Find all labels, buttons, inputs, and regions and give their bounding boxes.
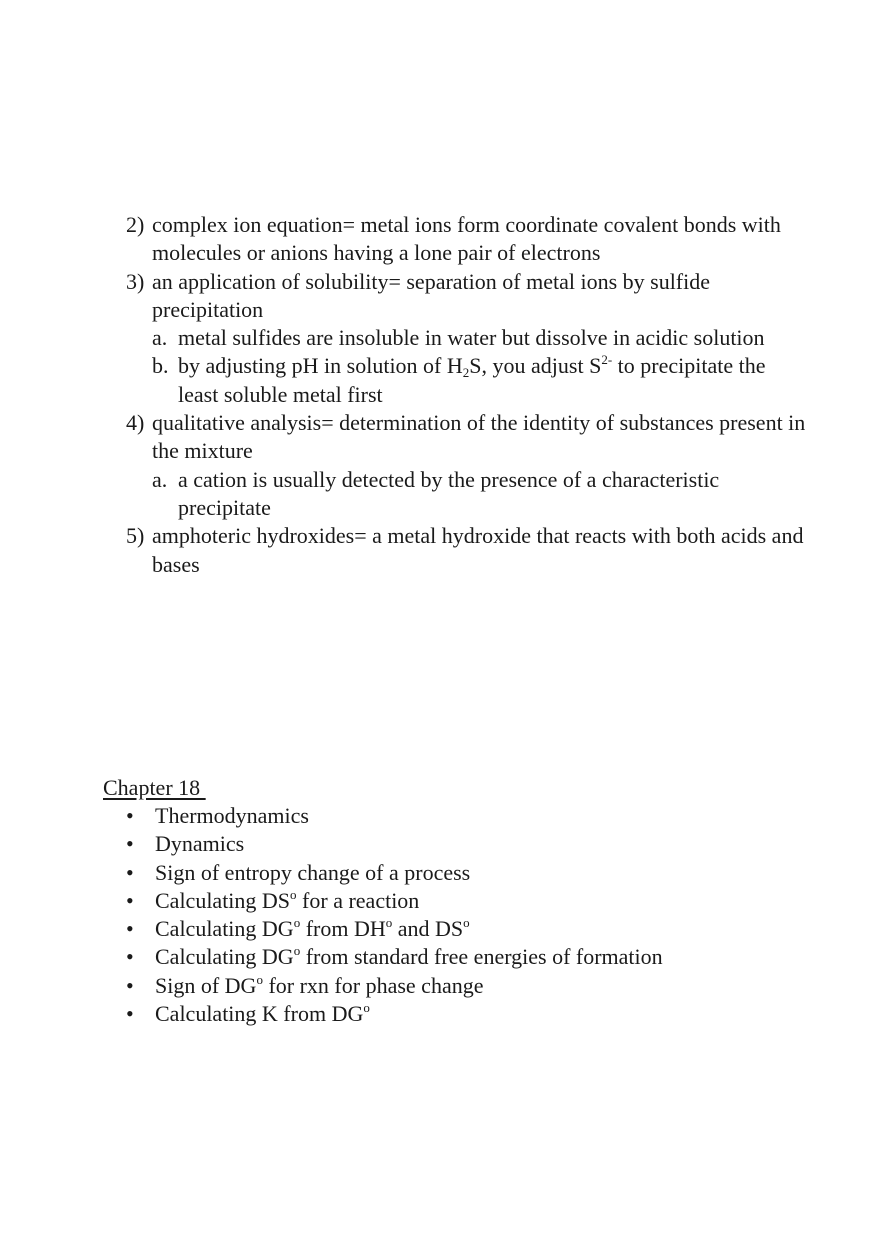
bullet-marker: • [126,944,134,970]
list-item [126,522,806,579]
sub-list-item [126,352,806,409]
superscript: o [385,915,393,931]
topic-text: Dynamics [155,831,245,857]
sub-list-item-text: by adjusting pH in solution of $H_2S$, you adjust $S^{2-}$ to precipitate the least soluble metal first [178,352,766,407]
superscript: o [293,943,301,959]
topic-item [126,1000,806,1028]
sub-list-marker: a. [152,325,168,351]
list-marker: 4) [126,410,145,436]
bullet-marker: • [126,1001,134,1027]
topic-text: Calculating $DS^o$ for a reaction [155,886,420,913]
list-item [126,268,806,325]
superscript: o [290,886,297,902]
list-item-text: qualitative analysis= determination of the identity of substances present in the mixture [152,410,806,464]
bullet-marker: • [126,887,134,913]
bullet-marker: • [126,803,134,828]
topic-text: Calculating K from $DG^o$ [155,1000,370,1027]
chapter-heading: Chapter 18 [103,775,206,800]
list-item-text: an application of solubility= separation of metal ions by sulfide precipitation [152,268,711,322]
topic-item [126,830,806,858]
list-item-text: amphoteric hydroxides= a metal hydroxide that reacts with both acids and bases [152,523,804,577]
topic-text: Calculating $DG^o$ from standard free energies of formation [155,943,663,970]
bullet-marker: • [126,859,134,885]
list-marker: 3) [126,268,145,294]
superscript: o [363,1000,370,1016]
superscript: 2- [601,352,613,368]
topic-bullet-list [126,802,806,1028]
topic-item [126,859,806,887]
sub-list [126,466,806,523]
bullet-marker: • [126,972,134,998]
list-item-text: complex ion equation= metal ions form coordinate covalent bonds with molecules or anions having a lone pair of electrons [152,212,781,266]
list-marker: 2) [126,212,145,237]
sub-list-item-text: a cation is usually detected by the presence of a characteristic precipitate [178,466,720,520]
bullet-marker: • [126,831,134,857]
topic-text: Calculating $DG^o$ from $DH^o$ and $DS^o$ [155,915,470,942]
superscript: o [256,971,263,987]
topic-text: Thermodynamics [155,803,309,828]
superscript: o [463,915,470,931]
topic-item [126,972,806,1000]
topic-text: Sign of entropy change of a process [155,859,471,885]
topic-item [126,915,806,943]
topic-item [126,943,806,971]
subscript: 2 [462,365,470,381]
topic-item [126,887,806,915]
sub-list-item [126,324,806,352]
list-item [126,409,806,466]
superscript: o [293,915,301,931]
topic-item [126,802,806,830]
sub-list-item [126,466,806,523]
bullet-marker: • [126,916,134,942]
list-item [126,211,806,268]
sub-list-item-text: metal sulfides are insoluble in water but dissolve in acidic solution [178,325,765,351]
topic-text: Sign of $DG^o$ for rxn for phase change [155,971,484,998]
sub-list-marker: a. [152,466,168,492]
numbered-list [126,211,806,579]
list-marker: 5) [126,523,145,549]
sub-list [126,324,806,409]
sub-list-marker: b. [152,353,169,379]
